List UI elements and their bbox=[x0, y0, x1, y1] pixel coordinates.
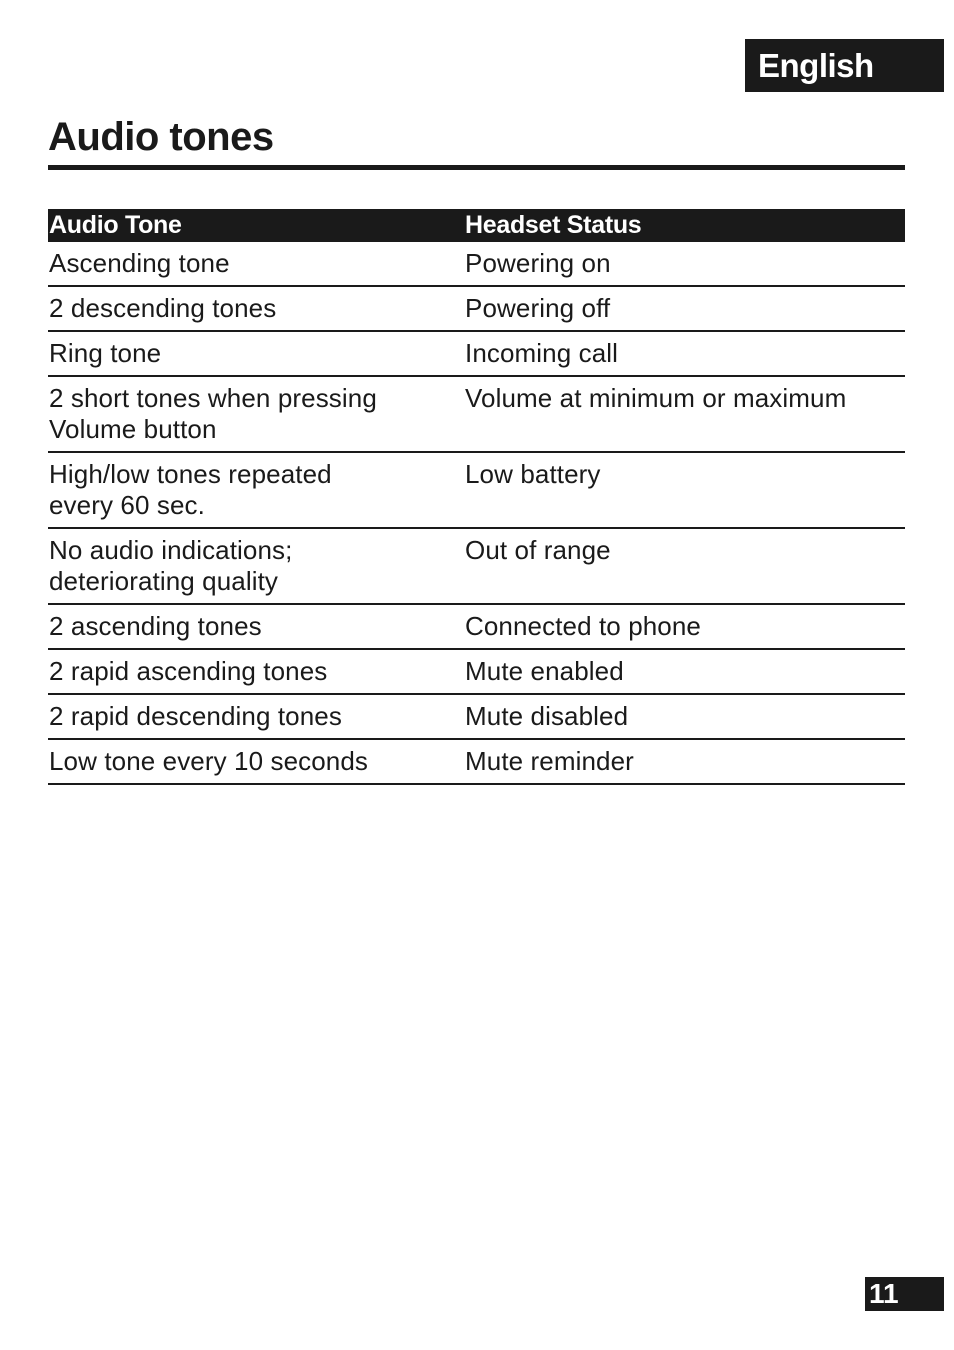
headset-status-cell: Out of range bbox=[464, 528, 905, 604]
column-header-headset-status: Headset Status bbox=[464, 209, 905, 242]
headset-status-cell: Powering off bbox=[464, 286, 905, 331]
page-title: Audio tones bbox=[48, 115, 274, 159]
table-row bbox=[48, 694, 905, 739]
headset-status-cell: Mute reminder bbox=[464, 739, 905, 784]
headset-status-cell: Mute disabled bbox=[464, 694, 905, 739]
audio-tone-cell: Ring tone bbox=[48, 331, 464, 376]
audio-tone-cell: No audio indications; deteriorating quality bbox=[48, 528, 464, 604]
table-row bbox=[48, 649, 905, 694]
headset-status-cell: Volume at minimum or maximum bbox=[464, 376, 905, 452]
audio-tones-table bbox=[48, 209, 905, 785]
audio-tone-cell: Ascending tone bbox=[48, 242, 464, 286]
table-row bbox=[48, 739, 905, 784]
title-divider bbox=[48, 165, 905, 170]
audio-tone-cell: 2 rapid ascending tones bbox=[48, 649, 464, 694]
headset-status-cell: Incoming call bbox=[464, 331, 905, 376]
headset-status-cell: Mute enabled bbox=[464, 649, 905, 694]
table-row bbox=[48, 604, 905, 649]
audio-tone-cell: Low tone every 10 seconds bbox=[48, 739, 464, 784]
audio-tone-cell: High/low tones repeated every 60 sec. bbox=[48, 452, 464, 528]
language-tab: English bbox=[745, 39, 944, 92]
table-row bbox=[48, 376, 905, 452]
table-row bbox=[48, 242, 905, 286]
headset-status-cell: Low battery bbox=[464, 452, 905, 528]
headset-status-cell: Powering on bbox=[464, 242, 905, 286]
page-number: 11 bbox=[865, 1277, 944, 1311]
audio-tone-cell: 2 descending tones bbox=[48, 286, 464, 331]
table-header-row bbox=[48, 209, 905, 242]
audio-tone-cell: 2 rapid descending tones bbox=[48, 694, 464, 739]
table-row bbox=[48, 331, 905, 376]
table-row bbox=[48, 528, 905, 604]
table-row bbox=[48, 452, 905, 528]
audio-tone-cell: 2 ascending tones bbox=[48, 604, 464, 649]
audio-tone-cell: 2 short tones when pressing Volume button bbox=[48, 376, 464, 452]
headset-status-cell: Connected to phone bbox=[464, 604, 905, 649]
column-header-audio-tone: Audio Tone bbox=[48, 209, 464, 242]
table-row bbox=[48, 286, 905, 331]
